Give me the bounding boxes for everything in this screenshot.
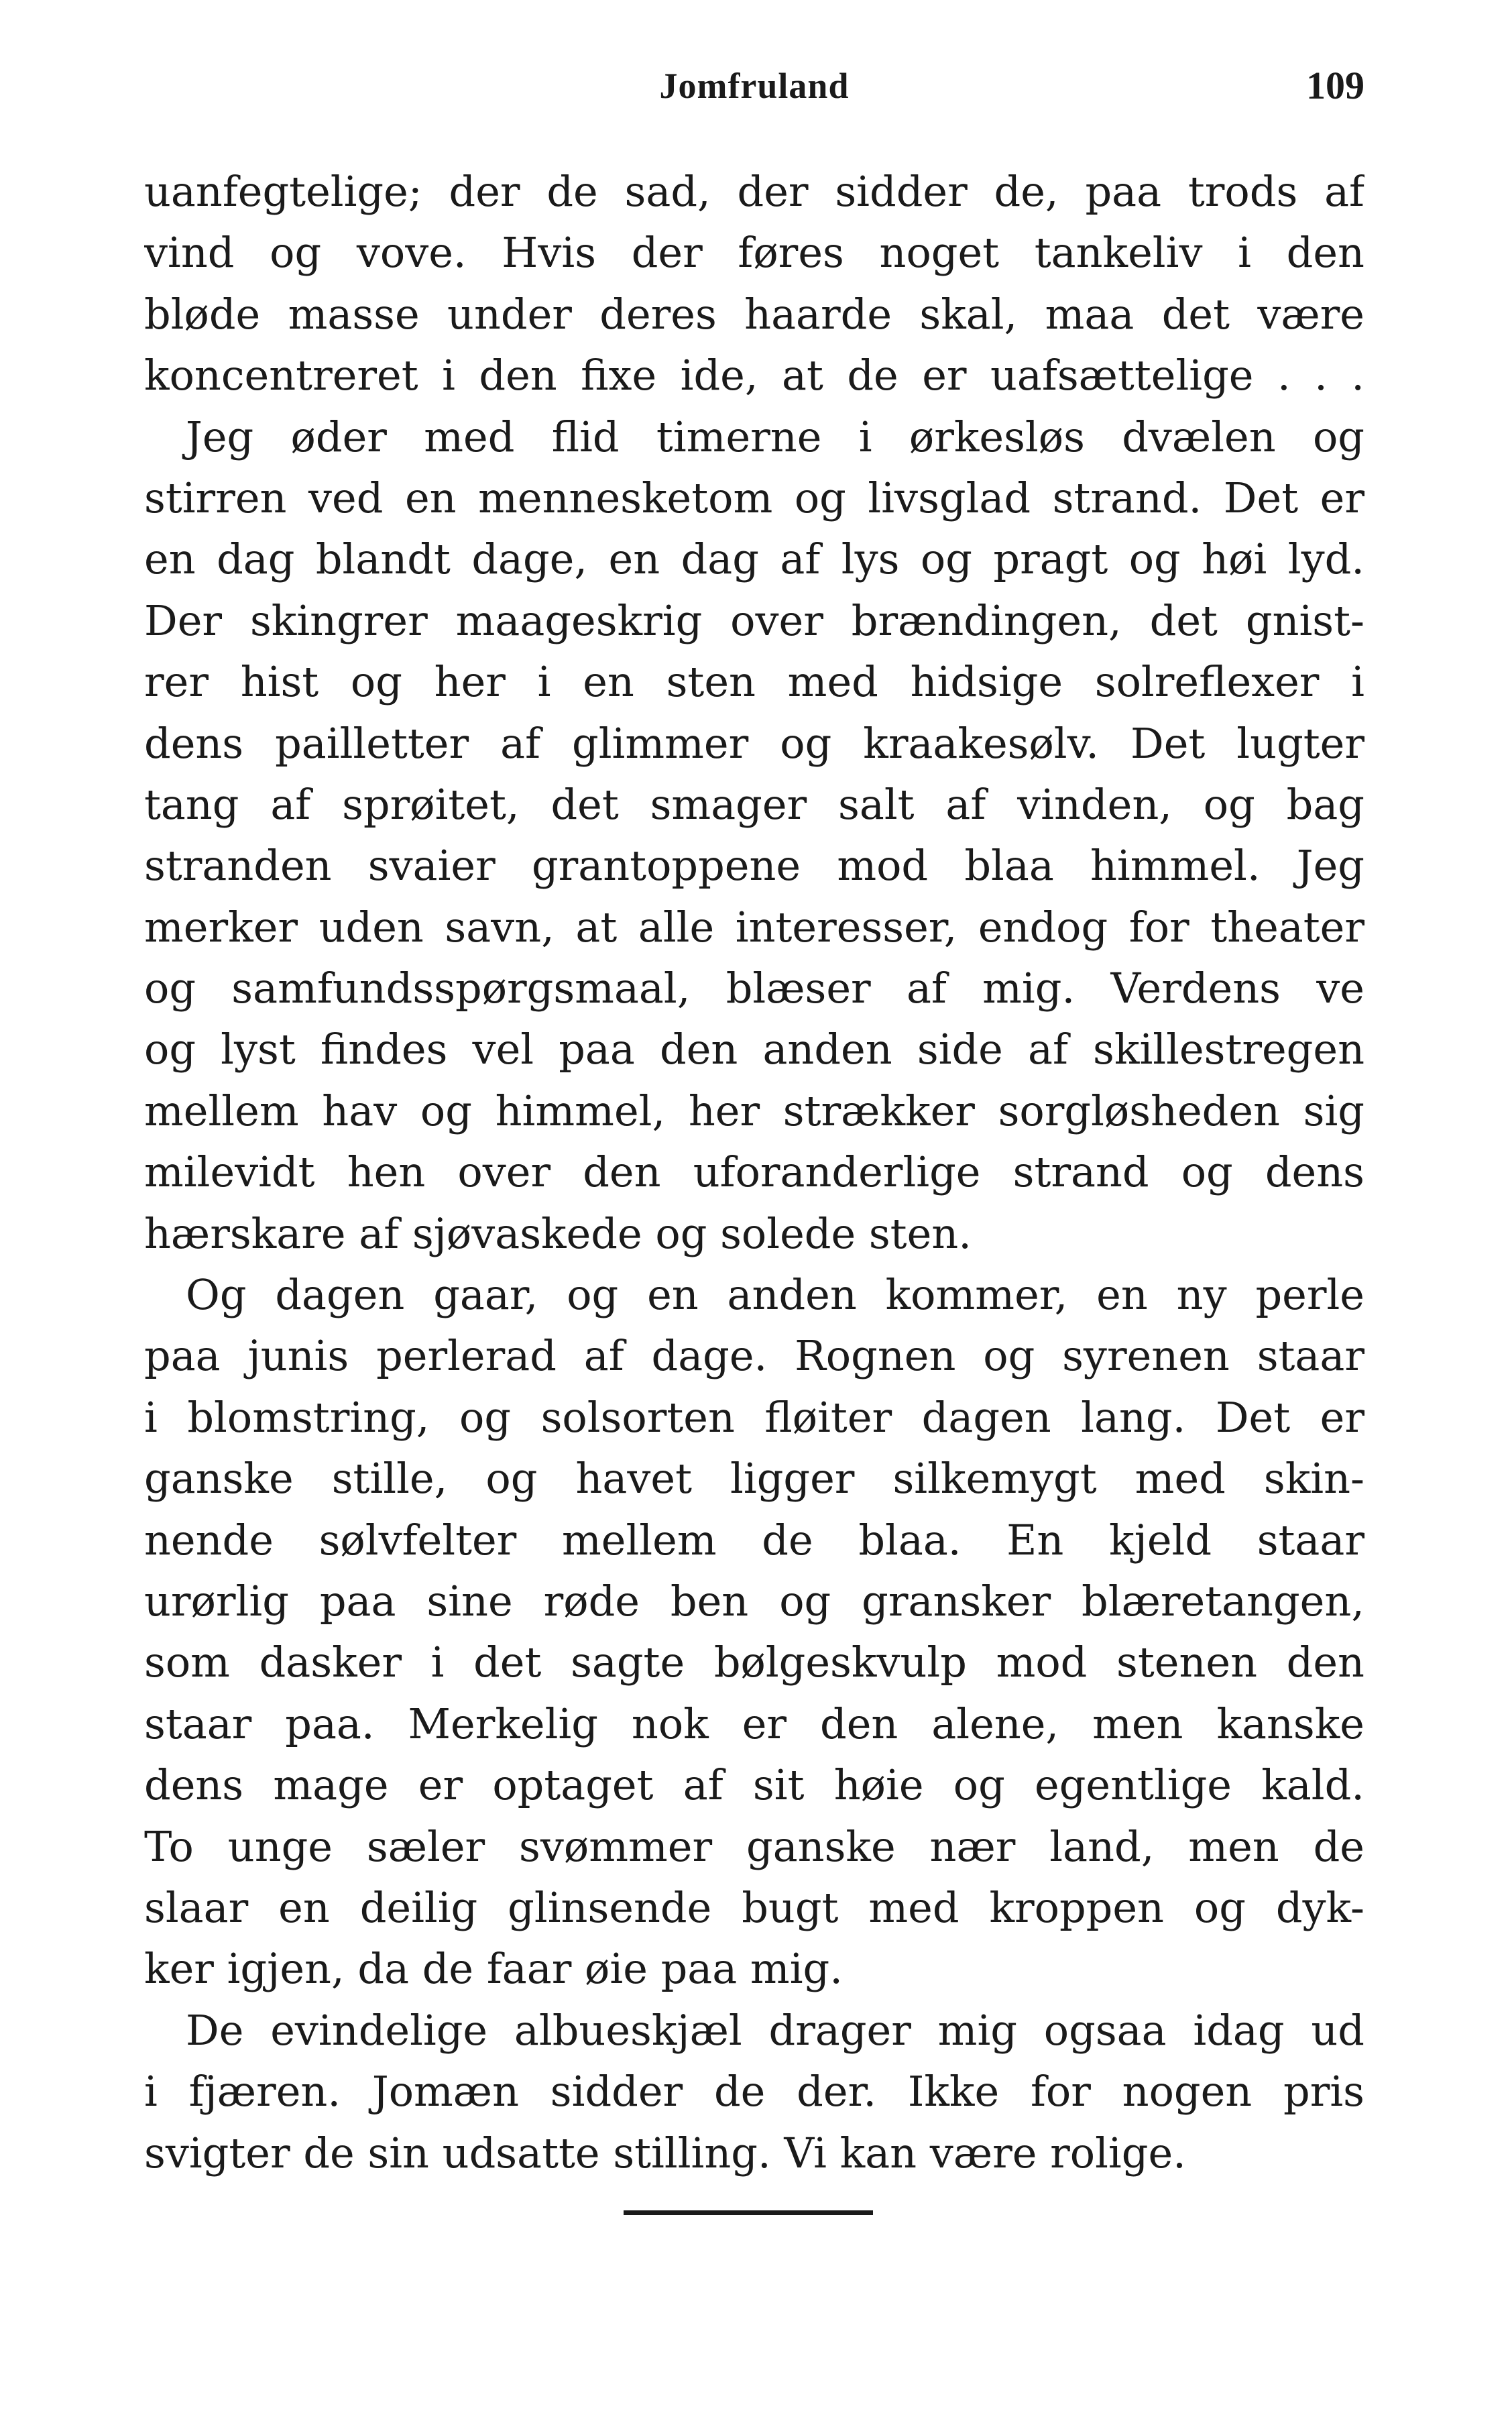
text-line: stirren ved en mennesketom og livsglad strand. Det er <box>144 473 1364 522</box>
text-line: og samfundsspørgsmaal, blæser af mig. Verdens ve <box>144 964 1364 1013</box>
text-line: urørlig paa sine røde ben og gransker blæretangen, <box>144 1576 1364 1626</box>
text-line: og lyst findes vel paa den anden side af skillestregen <box>144 1025 1364 1074</box>
text-line: tang af sprøitet, det smager salt af vinden, og bag <box>144 779 1364 829</box>
text-line: svigter de sin udsatte stilling. Vi kan være rolige. <box>144 2128 1186 2178</box>
text-line: Jeg øder med flid timerne i ørkesløs dvælen og <box>186 412 1364 461</box>
text-line: ganske stille, og havet ligger silkemygt med skin- <box>144 1454 1364 1504</box>
text-line: vind og vove. Hvis der føres noget tankeliv i den <box>144 228 1364 278</box>
section-end-rule <box>624 2210 873 2215</box>
text-line: milevidt hen over den uforanderlige strand og dens <box>144 1147 1364 1197</box>
text-line: To unge sæler svømmer ganske nær land, men de <box>144 1821 1364 1871</box>
text-line: dens mage er optaget af sit høie og egentlige kald. <box>144 1760 1364 1810</box>
text-line: koncentreret i den fixe ide, at de er uafsættelige . . . <box>144 351 1364 400</box>
text-line: i fjæren. Jomæn sidder de der. Ikke for nogen pris <box>144 2067 1364 2116</box>
text-line: merker uden savn, at alle interesser, endog for theater <box>144 902 1364 952</box>
text-line: rer hist og her i en sten med hidsige solreflexer i <box>144 657 1364 707</box>
page-number: 109 <box>1306 64 1364 107</box>
text-line: i blomstring, og solsorten fløiter dagen lang. Det er <box>144 1392 1364 1442</box>
text-line: Der skingrer maageskrig over brændingen, det gnist- <box>144 596 1364 645</box>
text-line: De evindelige albueskjæl drager mig ogsaa idag ud <box>186 2005 1364 2055</box>
text-line: Og dagen gaar, og en anden kommer, en ny perle <box>186 1270 1364 1320</box>
text-line: hærskare af sjøvaskede og solede sten. <box>144 1208 972 1258</box>
running-head <box>144 59 1364 113</box>
body-text <box>144 161 1364 2184</box>
text-line: slaar en deilig glinsende bugt med kroppen og dyk- <box>144 1882 1364 1932</box>
text-line: bløde masse under deres haarde skal, maa det være <box>144 289 1364 339</box>
text-line: dens pailletter af glimmer og kraakesølv. Det lugter <box>144 718 1364 768</box>
text-line: stranden svaier grantoppene mod blaa himmel. Jeg <box>144 841 1364 891</box>
text-line: ker igjen, da de faar øie paa mig. <box>144 1944 843 1994</box>
text-line: uanfegtelige; der de sad, der sidder de, paa trods af <box>144 167 1364 216</box>
text-line: paa junis perlerad af dage. Rognen og syrenen staar <box>144 1331 1364 1381</box>
text-line: som dasker i det sagte bølgeskvulp mod stenen den <box>144 1638 1364 1687</box>
text-line: nende sølvfelter mellem de blaa. En kjeld staar <box>144 1515 1364 1565</box>
text-line: mellem hav og himmel, her strækker sorgløsheden sig <box>144 1086 1364 1135</box>
running-title: Jomfruland <box>659 66 850 106</box>
text-line: en dag blandt dage, en dag af lys og pragt og høi lyd. <box>144 534 1364 584</box>
text-line: staar paa. Merkelig nok er den alene, men kanske <box>144 1699 1364 1748</box>
